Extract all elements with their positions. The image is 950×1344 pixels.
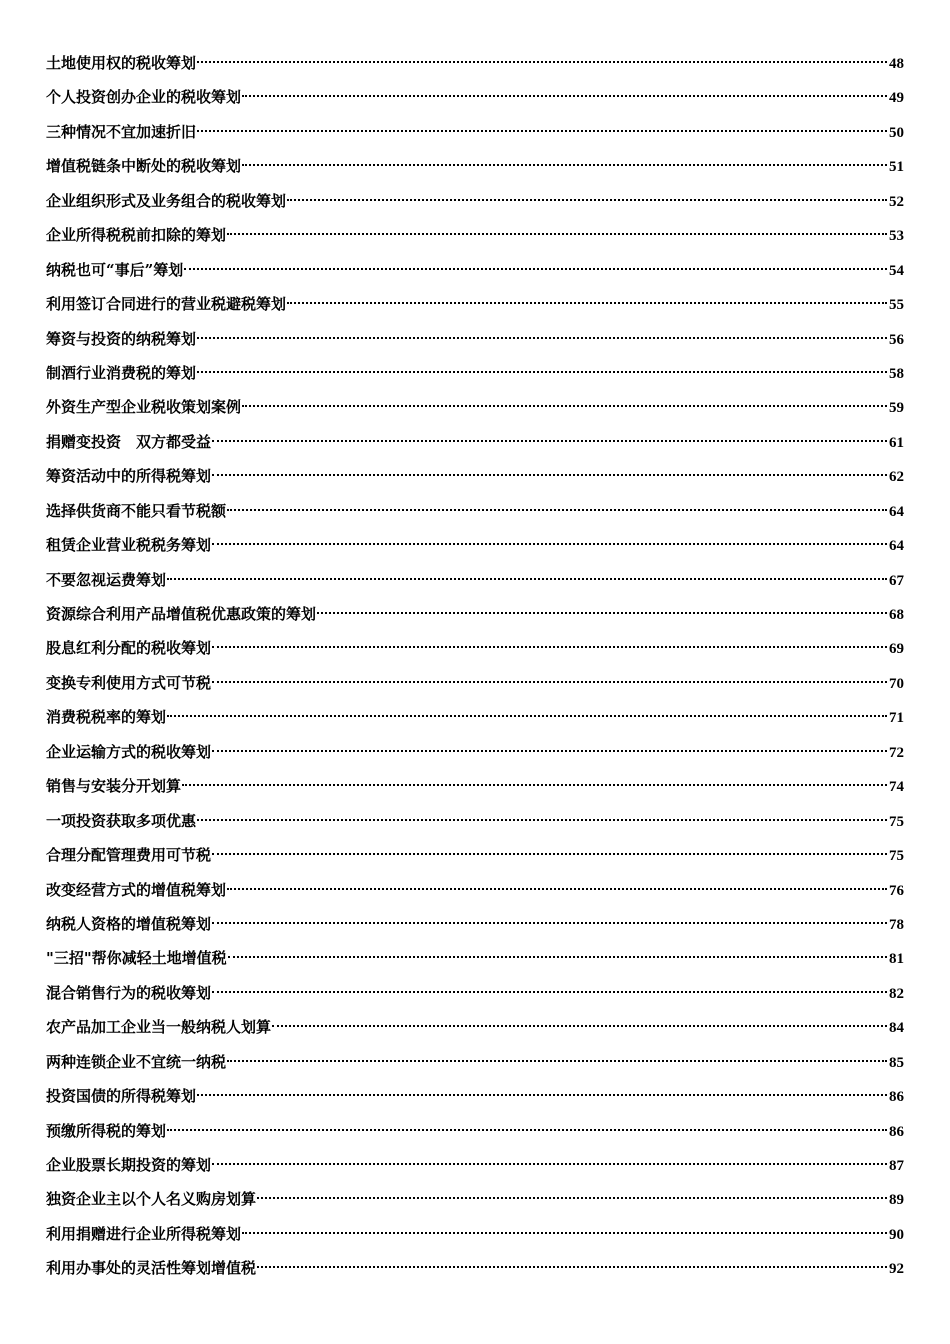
toc-entry[interactable] xyxy=(46,1010,904,1044)
toc-entry-title[interactable]: 投资国债的所得税筹划 xyxy=(46,1087,197,1106)
toc-dot-leader xyxy=(242,95,887,97)
toc-dot-leader xyxy=(287,199,887,201)
toc-entry-page-number[interactable]: 64 xyxy=(889,538,904,555)
toc-entry-title[interactable]: 纳税也可“事后”筹划 xyxy=(46,260,184,279)
toc-entry-title[interactable]: 销售与安装分开划算 xyxy=(46,777,182,796)
toc-entry-page-number[interactable]: 48 xyxy=(889,56,904,72)
toc-dot-leader xyxy=(212,646,887,648)
toc-entry-page-number[interactable]: 78 xyxy=(889,916,904,933)
toc-entry-page-number[interactable]: 53 xyxy=(889,228,904,245)
toc-dot-leader xyxy=(212,922,887,924)
toc-dot-leader xyxy=(212,1163,887,1165)
toc-entry[interactable] xyxy=(46,976,904,1010)
toc-dot-leader xyxy=(182,784,887,786)
toc-entry[interactable] xyxy=(46,218,904,252)
toc-entry-title[interactable]: 个人投资创办企业的税收筹划 xyxy=(46,88,242,107)
toc-entry-title[interactable]: 筹资活动中的所得税筹划 xyxy=(46,467,212,486)
toc-dot-leader xyxy=(167,578,887,580)
toc-entry-title[interactable]: 企业所得税税前扣除的筹划 xyxy=(46,226,227,245)
toc-dot-leader xyxy=(242,405,887,407)
toc-dot-leader xyxy=(287,302,887,304)
toc-entry-page-number[interactable]: 70 xyxy=(889,675,904,692)
toc-entry-page-number[interactable]: 92 xyxy=(889,1261,904,1278)
toc-entry-title[interactable]: 外资生产型企业税收策划案例 xyxy=(46,398,242,417)
toc-dot-leader xyxy=(212,991,887,993)
toc-dot-leader xyxy=(228,956,887,958)
toc-entry[interactable] xyxy=(46,80,904,114)
toc-entry[interactable] xyxy=(46,1148,904,1182)
toc-dot-leader xyxy=(242,164,887,166)
toc-entry-page-number[interactable]: 62 xyxy=(889,469,904,486)
toc-entry-page-number[interactable]: 75 xyxy=(889,813,904,830)
toc-entry[interactable] xyxy=(46,1217,904,1251)
toc-entry[interactable] xyxy=(46,149,904,183)
toc-entry-page-number[interactable]: 85 xyxy=(889,1054,904,1071)
toc-entry-page-number[interactable]: 74 xyxy=(889,779,904,796)
toc-dot-leader xyxy=(227,888,887,890)
toc-dot-leader xyxy=(197,371,887,373)
toc-entry[interactable] xyxy=(46,769,904,803)
toc-entry-page-number[interactable]: 71 xyxy=(889,710,904,727)
toc-entry-page-number[interactable]: 72 xyxy=(889,744,904,761)
toc-entry-title[interactable]: 增值税链条中断处的税收筹划 xyxy=(46,157,242,176)
toc-entry-page-number[interactable]: 82 xyxy=(889,985,904,1002)
toc-dot-leader xyxy=(212,750,887,752)
toc-entry-title[interactable]: 捐赠变投资 双方都受益 xyxy=(46,432,212,451)
toc-entry[interactable] xyxy=(46,184,904,218)
toc-entry[interactable] xyxy=(46,494,904,528)
toc-entry[interactable] xyxy=(46,1251,904,1285)
toc-entry-title[interactable]: 利用签订合同进行的营业税避税筹划 xyxy=(46,295,287,314)
toc-entry-page-number[interactable]: 56 xyxy=(889,331,904,348)
toc-entry-page-number[interactable]: 86 xyxy=(889,1089,904,1106)
toc-entry[interactable] xyxy=(46,1079,904,1113)
toc-entry-page-number[interactable]: 69 xyxy=(889,641,904,658)
toc-entry-page-number[interactable]: 86 xyxy=(889,1123,904,1140)
toc-entry-page-number[interactable]: 68 xyxy=(889,607,904,623)
toc-entry-page-number[interactable]: 51 xyxy=(889,159,904,176)
toc-entry-title[interactable]: 土地使用权的税收筹划 xyxy=(46,54,197,72)
toc-entry-page-number[interactable]: 87 xyxy=(889,1158,904,1174)
toc-entry[interactable] xyxy=(46,1114,904,1148)
toc-dot-leader xyxy=(184,268,887,270)
toc-entry-title[interactable]: 选择供货商不能只看节税额 xyxy=(46,501,227,520)
toc-dot-leader xyxy=(212,440,887,442)
toc-entry[interactable] xyxy=(46,873,904,907)
toc-dot-leader xyxy=(227,509,887,511)
toc-entry[interactable] xyxy=(46,1045,904,1079)
toc-entry-page-number[interactable]: 67 xyxy=(889,572,904,589)
toc-entry[interactable] xyxy=(46,907,904,941)
toc-entry[interactable] xyxy=(46,356,904,390)
toc-entry-title[interactable]: 租赁企业营业税税务筹划 xyxy=(46,536,212,555)
toc-dot-leader xyxy=(197,819,887,821)
toc-entry[interactable] xyxy=(46,597,904,631)
toc-entry-title[interactable]: 两种连锁企业不宜统一纳税 xyxy=(46,1052,227,1071)
toc-dot-leader xyxy=(197,130,887,132)
toc-dot-leader xyxy=(167,1129,887,1131)
toc-dot-leader xyxy=(212,853,887,855)
toc-entry-page-number[interactable]: 52 xyxy=(889,193,904,210)
toc-entry-page-number[interactable]: 64 xyxy=(889,503,904,520)
toc-entry[interactable] xyxy=(46,700,904,734)
toc-entry[interactable] xyxy=(46,46,904,80)
toc-dot-leader xyxy=(212,681,887,683)
toc-entry-title[interactable]: 企业股票长期投资的筹划 xyxy=(46,1156,212,1174)
toc-entry-page-number[interactable]: 75 xyxy=(889,848,904,865)
toc-entry-title[interactable]: 消费税税率的筹划 xyxy=(46,708,167,727)
toc-entry-title[interactable]: 纳税人资格的增值税筹划 xyxy=(46,914,212,933)
toc-entry-title[interactable]: 股息红利分配的税收筹划 xyxy=(46,639,212,658)
toc-entry-page-number[interactable]: 76 xyxy=(889,882,904,899)
toc-dot-leader xyxy=(242,1232,887,1234)
toc-entry-page-number[interactable]: 49 xyxy=(889,90,904,107)
toc-entry-title[interactable]: 资源综合利用产品增值税优惠政策的筹划 xyxy=(46,605,317,623)
toc-entry-title[interactable]: 三种情况不宜加速折旧 xyxy=(46,122,197,141)
toc-dot-leader xyxy=(227,233,887,235)
toc-entry[interactable] xyxy=(46,425,904,459)
toc-entry-page-number[interactable]: 58 xyxy=(889,365,904,382)
toc-entry[interactable] xyxy=(46,322,904,356)
toc-entry-page-number[interactable]: 81 xyxy=(889,951,904,968)
toc-entry-page-number[interactable]: 54 xyxy=(889,262,904,279)
toc-entry[interactable] xyxy=(46,563,904,597)
toc-entry[interactable] xyxy=(46,631,904,665)
toc-entry-title[interactable]: 制酒行业消费税的筹划 xyxy=(46,363,197,382)
toc-entry[interactable] xyxy=(46,528,904,562)
toc-dot-leader xyxy=(317,612,887,614)
toc-entry[interactable] xyxy=(46,1182,904,1216)
toc-entry[interactable] xyxy=(46,838,904,872)
toc-entry-title[interactable]: 农产品加工企业当一般纳税人划算 xyxy=(46,1018,272,1037)
toc-dot-leader xyxy=(197,1094,887,1096)
toc-dot-leader xyxy=(197,61,887,63)
toc-entry[interactable] xyxy=(46,666,904,700)
toc-dot-leader xyxy=(212,543,887,545)
toc-dot-leader xyxy=(227,1060,887,1062)
toc-entry-title[interactable]: 利用办事处的灵活性筹划增值税 xyxy=(46,1259,257,1278)
toc-entry[interactable] xyxy=(46,804,904,838)
toc-entry-title[interactable]: 独资企业主以个人名义购房划算 xyxy=(46,1190,257,1209)
toc-entry-page-number[interactable]: 50 xyxy=(889,124,904,141)
toc-dot-leader xyxy=(212,474,887,476)
toc-entry-title[interactable]: 利用捐赠进行企业所得税筹划 xyxy=(46,1224,242,1243)
toc-entry[interactable] xyxy=(46,253,904,287)
toc-entry-title[interactable]: 不要忽视运费筹划 xyxy=(46,570,167,589)
toc-entry-title[interactable]: 企业运输方式的税收筹划 xyxy=(46,742,212,761)
toc-entry-page-number[interactable]: 89 xyxy=(889,1192,904,1209)
toc-dot-leader xyxy=(257,1197,887,1199)
toc-entry[interactable] xyxy=(46,459,904,493)
toc-entry[interactable] xyxy=(46,287,904,321)
toc-entry-title[interactable]: 改变经营方式的增值税筹划 xyxy=(46,880,227,899)
toc-entry-page-number[interactable]: 84 xyxy=(889,1020,904,1037)
toc-dot-leader xyxy=(257,1266,887,1268)
toc-entry-page-number[interactable]: 90 xyxy=(889,1226,904,1243)
toc-entry[interactable] xyxy=(46,941,904,975)
toc-entry-page-number[interactable]: 55 xyxy=(889,297,904,314)
toc-entry-page-number[interactable]: 61 xyxy=(889,434,904,451)
toc-entry-title[interactable]: 预缴所得税的筹划 xyxy=(46,1121,167,1140)
toc-entry-page-number[interactable]: 59 xyxy=(889,400,904,417)
toc-entry-title[interactable]: 合理分配管理费用可节税 xyxy=(46,846,212,865)
toc-dot-leader xyxy=(197,337,887,339)
toc-entry[interactable] xyxy=(46,115,904,149)
toc-entry-title[interactable]: 筹资与投资的纳税筹划 xyxy=(46,329,197,348)
toc-entry-title[interactable]: 企业组织形式及业务组合的税收筹划 xyxy=(46,191,287,210)
toc-dot-leader xyxy=(167,715,887,717)
toc-dot-leader xyxy=(272,1025,887,1027)
toc-entry-title[interactable]: 混合销售行为的税收筹划 xyxy=(46,983,212,1002)
toc-entry-title[interactable]: 变换专利使用方式可节税 xyxy=(46,673,212,692)
toc-entry[interactable] xyxy=(46,735,904,769)
toc-entry-title[interactable]: 一项投资获取多项优惠 xyxy=(46,811,197,830)
toc-entry-title[interactable]: "三招"帮你减轻土地增值税 xyxy=(46,949,227,968)
table-of-contents xyxy=(46,46,904,1286)
toc-entry[interactable] xyxy=(46,390,904,424)
